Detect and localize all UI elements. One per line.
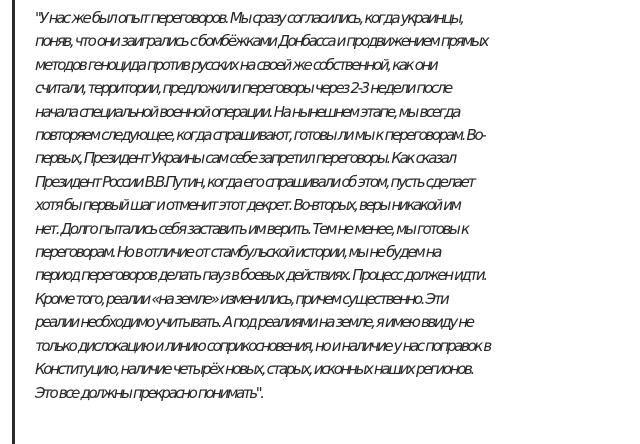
quote-line: Конституцию, наличие четырёх новых, старых, исконных наших регионов.: [35, 360, 473, 379]
quote-line: хотя бы первый шаг и отменит этот декрет. Во-вторых, веры никакой им: [35, 196, 460, 215]
quote-line: "У нас же был опыт переговоров. Мы сразу согласились, когда украинцы,: [35, 9, 463, 27]
quote-line: повторяем следующее, когда спрашивают, готовы ли мы к переговорам. Во-: [35, 126, 485, 145]
quote-line: Президент России В.В.Путин, когда его спрашивали об этом, пусть сделает: [35, 172, 474, 191]
quote-line: Кроме того, реалии «на земле» изменились, причем существенно. Эти: [35, 289, 448, 308]
quote-line: поняв, что они заигрались с бомбёжками Донбасса и продвижением прямых: [35, 32, 488, 51]
quote-line: методов геноцида против русских на своей же собственной, как они: [35, 55, 437, 74]
quote-line: период переговоров делать пауз в боевых действиях. Процесс должен идти.: [35, 266, 486, 285]
quote-line: переговорам. Но в отличие от стамбульской истории, мы не будем на: [35, 243, 441, 262]
quote-line: Это все должны прекрасно понимать".: [35, 383, 263, 402]
quote-line: только дислокацию и линию соприкосновения, но и наличие у нас поправок в: [35, 336, 490, 355]
quote-line: нет. Долго пытались себя заставить им верить. Тем не менее, мы готовы к: [35, 219, 468, 238]
blockquote: [12, 0, 640, 444]
quote-line: начала специальной военной операции. На нынешнем этапе, мы всегда: [35, 102, 460, 121]
quote-line: первых, Президент Украины сам себе запретил переговоры. Как сказал: [35, 149, 455, 168]
quote-line: считали, территории, предложили переговоры через 2-3 недели после: [35, 79, 451, 98]
quote-line: реалии необходимо учитывать. А под реалиями на земле, я имею ввиду не: [35, 313, 473, 332]
